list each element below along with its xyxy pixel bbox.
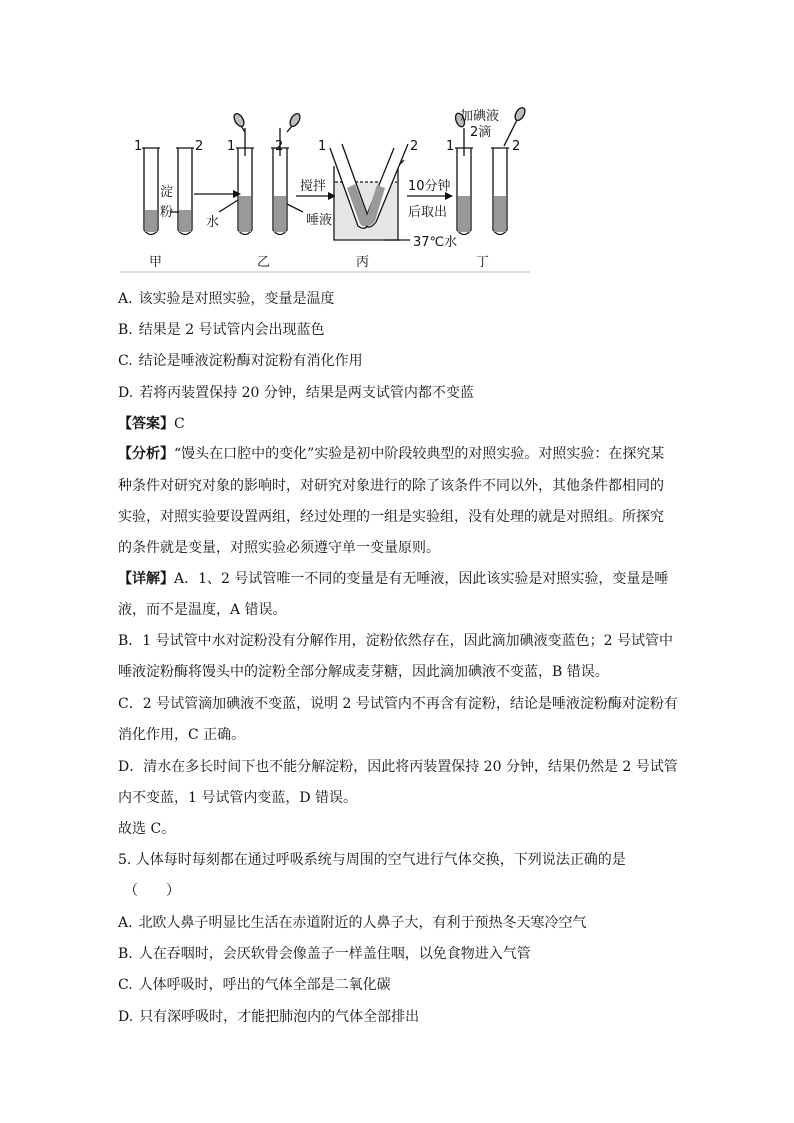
label-ding: 丁 <box>476 255 490 270</box>
option-letter: C. <box>118 977 133 993</box>
water-label: 水 <box>206 215 220 230</box>
q4-option-d <box>118 383 474 403</box>
starch-label-b: 粉 <box>160 205 174 220</box>
option-text: 结论是唾液淀粉酶对淀粉有消化作用 <box>138 353 363 369</box>
yi-tube2-label: 2 <box>275 139 284 154</box>
jia-tube1-label: 1 <box>134 139 143 154</box>
q5-option-c <box>118 975 391 995</box>
take-out-label: 后取出 <box>408 205 448 220</box>
option-text: 人体呼吸时，呼出的气体全部是二氧化碳 <box>138 977 391 993</box>
detail-label: 【详解】 <box>118 571 174 587</box>
stir-label: 搅拌 <box>300 179 327 194</box>
jia-tube2-label: 2 <box>195 139 204 154</box>
q5-answer-blank: （ ） <box>124 883 180 899</box>
add-iodine-label: 加碘液 <box>460 109 500 124</box>
option-letter: D. <box>118 1009 134 1025</box>
saliva-label: 唾液 <box>306 213 333 228</box>
option-letter: B. <box>118 322 133 338</box>
setup-jia <box>142 148 241 235</box>
q4-detail-line-7: D．清水在多长时间下也不能分解淀粉，因此将丙装置保持 20 分钟，结果仍然是 2 号试管 <box>118 759 678 775</box>
starch-label-a: 淀 <box>160 185 174 200</box>
label-yi: 乙 <box>257 255 271 270</box>
q5-option-d <box>118 1007 419 1027</box>
temp-water-label: 37℃水 <box>413 235 458 250</box>
option-text: 该实验是对照实验，变量是温度 <box>138 291 335 307</box>
option-text: 人在吞咽时，会厌软骨会像盖子一样盖住咽，以免食物进入气管 <box>138 946 531 962</box>
q4-option-b <box>118 320 325 340</box>
option-letter: C. <box>118 353 133 369</box>
setup-bing <box>330 144 410 240</box>
q4-detail-line-9: 故选 C。 <box>118 821 176 837</box>
q4-analysis-line-3: 实验，对照实验要设置两组，经过处理的一组是实验组，没有处理的就是对照组。所探究 <box>118 509 664 525</box>
q4-answer <box>118 414 185 434</box>
bing-tube1-label: 1 <box>318 139 327 154</box>
ding-tube2-label: 2 <box>512 139 521 154</box>
q4-detail-line-2: 液，而不是温度，A 错误。 <box>118 602 287 618</box>
option-letter: A. <box>118 291 133 307</box>
ding-tube1-label: 1 <box>446 139 455 154</box>
option-letter: A. <box>118 915 133 931</box>
q4-detail-line-8: 内不变蓝，1 号试管内变蓝，D 错误。 <box>118 790 358 806</box>
option-text: 北欧人鼻子明显比生活在赤道附近的人鼻子大，有利于预热冬天寒冷空气 <box>138 915 587 931</box>
experiment-diagram <box>120 100 530 280</box>
label-bing: 丙 <box>356 255 370 270</box>
detail-text: A．1、2 号试管唯一不同的变量是有无唾液，因此该实验是对照实验，变量是唾 <box>174 571 669 587</box>
analysis-text: “馒头在口腔中的变化”实验是初中阶段较典型的对照实验。对照实验：在探究某 <box>174 446 665 462</box>
analysis-label: 【分析】 <box>118 446 174 462</box>
yi-tube1-label: 1 <box>227 139 236 154</box>
q4-detail-line-3: B．1 号试管中水对淀粉没有分解作用，淀粉依然存在，因此滴加碘液变蓝色；2 号试管中 <box>118 633 674 649</box>
q4-detail-line-5: C．2 号试管滴加碘液不变蓝，说明 2 号试管内不再含有淀粉，结论是唾液淀粉酶对淀粉有 <box>118 696 678 712</box>
answer-value: C <box>174 416 185 432</box>
two-drops-label: 2滴 <box>470 125 492 140</box>
q4-detail-line-4: 唾液淀粉酶将馒头中的淀粉全部分解成麦芽糖，因此滴加碘液不变蓝，B 错误。 <box>118 664 609 680</box>
q5-option-b <box>118 944 531 964</box>
q4-option-a <box>118 289 335 309</box>
q4-analysis-line-4: 的条件就是变量，对照实验必须遵守单一变量原则。 <box>118 540 440 556</box>
q4-analysis-line-1 <box>118 444 664 464</box>
ten-minutes-label: 10分钟 <box>408 179 451 194</box>
experiment-figure <box>120 100 530 280</box>
bing-tube2-label: 2 <box>410 139 419 154</box>
setup-yi <box>219 112 303 235</box>
q5-option-a <box>118 913 587 933</box>
q4-analysis-line-2: 种条件对研究对象的影响时，对研究对象进行的除了该条件不同以外，其他条件都相同的 <box>118 478 664 494</box>
label-jia: 甲 <box>149 255 163 270</box>
q4-detail-line-6: 消化作用，C 正确。 <box>118 727 246 743</box>
option-letter: B. <box>118 946 133 962</box>
q4-detail-line-1 <box>118 569 668 589</box>
option-letter: D. <box>118 385 134 401</box>
answer-label: 【答案】 <box>118 416 174 432</box>
q4-option-c <box>118 351 363 371</box>
option-text: 只有深呼吸时，才能把肺泡内的气体全部排出 <box>139 1009 420 1025</box>
q5-stem: 5. 人体每时每刻都在通过呼吸系统与周围的空气进行气体交换，下列说法正确的是 <box>118 852 626 868</box>
option-text: 结果是 2 号试管内会出现蓝色 <box>138 322 325 338</box>
option-text: 若将丙装置保持 20 分钟，结果是两支试管内都不变蓝 <box>139 385 474 401</box>
